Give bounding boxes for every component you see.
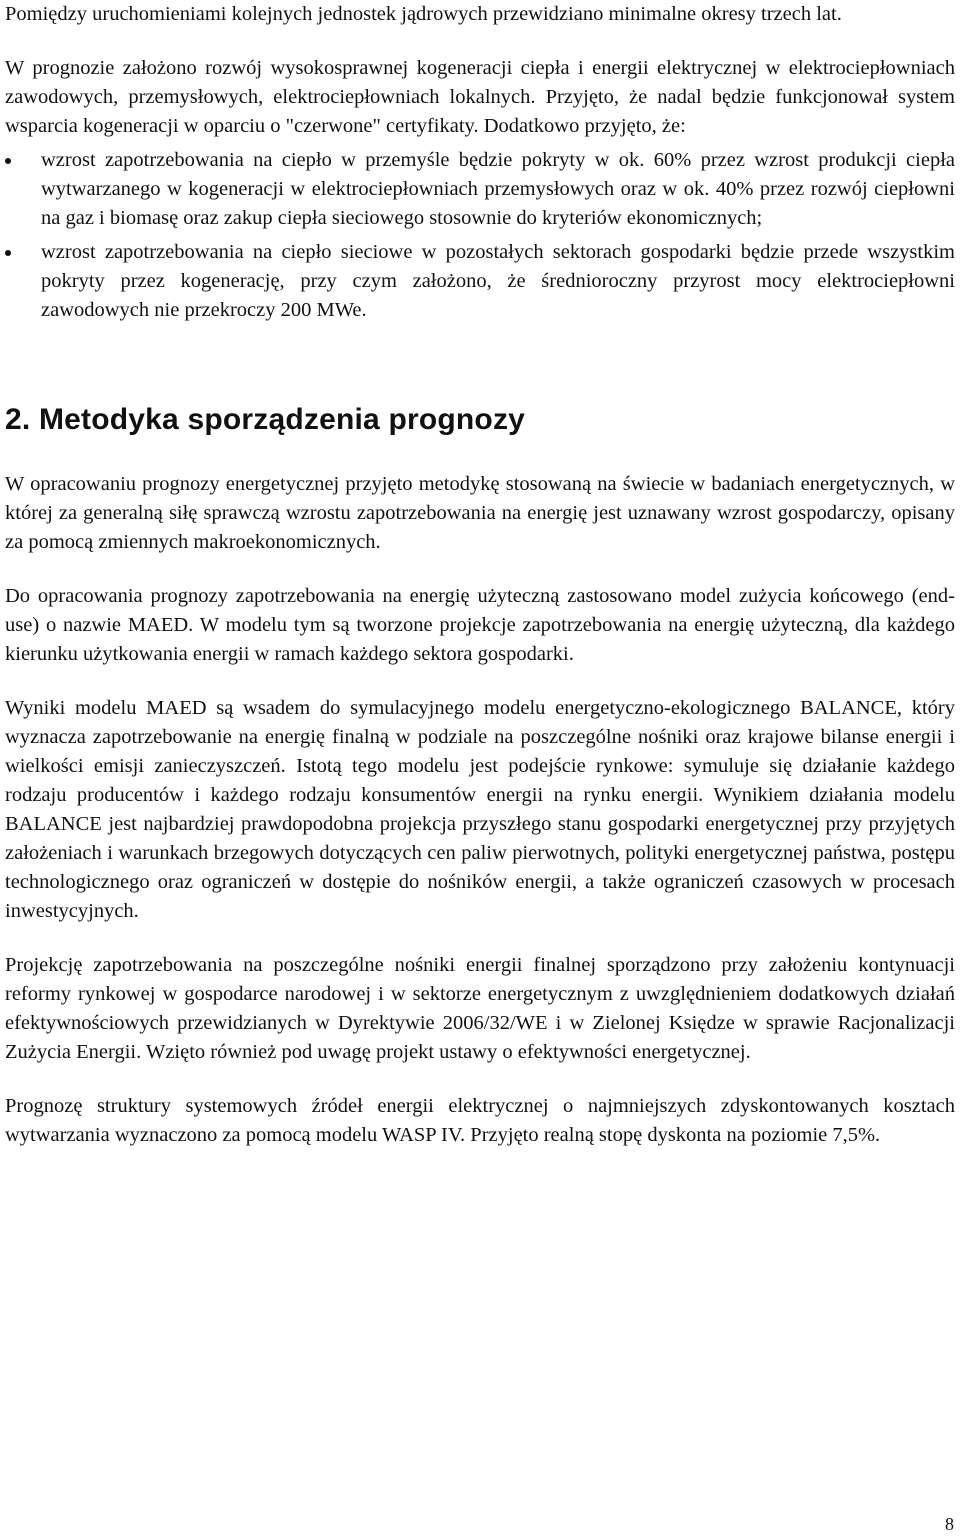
- section-paragraph-4: Projekcję zapotrzebowania na poszczególne nośniki energii finalnej sporządzono przy założeniu kontynuacji reformy rynkowej w gospodarce narodowej i w sektorze energetycznym z uwzględnieniem dodatkowych działań efektywnościowych przewidzianych w Dyrektywie 2006/32/WE i w Zielonej Księdze w sprawie Racjonalizacji Zużycia Energii. Wzięto również pod uwagę projekt ustawy o efektywności energetycznej.: [5, 954, 955, 1063]
- section-paragraph-1: W opracowaniu prognozy energetycznej przyjęto metodykę stosowaną na świecie w badaniach energetycznych, w której za generalną siłę sprawczą wzrostu zapotrzebowania na energię jest uznawany wzrost gospodarczy, opisany za pomocą zmiennych makroekonomicznych.: [5, 473, 955, 553]
- section-paragraph-3: Wyniki modelu MAED są wsadem do symulacyjnego modelu energetyczno-ekologicznego BALANCE, który wyznacza zapotrzebowanie na energię finalną w podziale na poszczególne nośniki oraz krajowe bilanse energii i wielkości emisji zanieczyszczeń. Istotą tego modelu jest podejście rynkowe: symuluje się działanie każdego rodzaju producentów i każdego rodzaju konsumentów energii na rynku energii. Wynikiem działania modelu BALANCE jest najbardziej prawdopodobna projekcja przyszłego stanu gospodarki energetycznej przy przyjętych założeniach i warunkach brzegowych dotyczących cen paliw pierwotnych, polityki energetycznej państwa, postępu technologicznego oraz ograniczeń w dostępie do nośników energii, a także ograniczeń czasowych w procesach inwestycyjnych.: [5, 697, 955, 922]
- bullet-icon: [5, 250, 11, 256]
- section-paragraph-5: Prognozę struktury systemowych źródeł energii elektrycznej o najmniejszych zdyskontowanych kosztach wytwarzania wyznaczono za pomocą modelu WASP IV. Przyjęto realną stopę dyskonta na poziomie 7,5%.: [5, 1095, 955, 1146]
- document-page: [5, 0, 955, 1150]
- intro-paragraph-2: W prognozie założono rozwój wysokosprawnej kogeneracji ciepła i energii elektrycznej w elektrociepłowniach zawodowych, przemysłowych, elektrociepłowniach lokalnych. Przyjęto, że nadal będzie funkcjonował system wsparcia kogeneracji w oparciu o "czerwone" certyfikaty. Dodatkowo przyjęto, że:: [5, 57, 955, 137]
- bullet-text: wzrost zapotrzebowania na ciepło sieciowe w pozostałych sektorach gospodarki będzie przede wszystkim pokryty przez kogenerację, przy czym założono, że średnioroczny przyrost mocy elektrociepłowni zawodowych nie przekroczy 200 MWe.: [41, 241, 955, 321]
- section-paragraph-2: Do opracowania prognozy zapotrzebowania na energię użyteczną zastosowano model zużycia końcowego (end-use) o nazwie MAED. W modelu tym są tworzone projekcje zapotrzebowania na energię użyteczną, dla każdego kierunku użytkowania energii w ramach każdego sektora gospodarki.: [5, 585, 955, 665]
- bullet-item: [5, 146, 955, 233]
- intro-paragraph-1: Pomiędzy uruchomieniami kolejnych jednostek jądrowych przewidziano minimalne okresy trzech lat.: [5, 3, 842, 25]
- intro-bullet-list: [5, 146, 955, 325]
- bullet-icon: [5, 158, 11, 164]
- section-heading: 2. Metodyka sporządzenia prognozy: [5, 403, 526, 436]
- section-body: [5, 470, 955, 1150]
- bullet-item: [5, 238, 955, 325]
- page-number: 8: [945, 1514, 954, 1534]
- bullet-text: wzrost zapotrzebowania na ciepło w przemyśle będzie pokryty w ok. 60% przez wzrost produkcji ciepła wytwarzanego w kogeneracji w elektrociepłowniach przemysłowych oraz w ok. 40% przez rozwój ciepłowni na gaz i biomasę oraz zakup ciepła sieciowego stosownie do kryteriów ekonomicznych;: [41, 149, 955, 229]
